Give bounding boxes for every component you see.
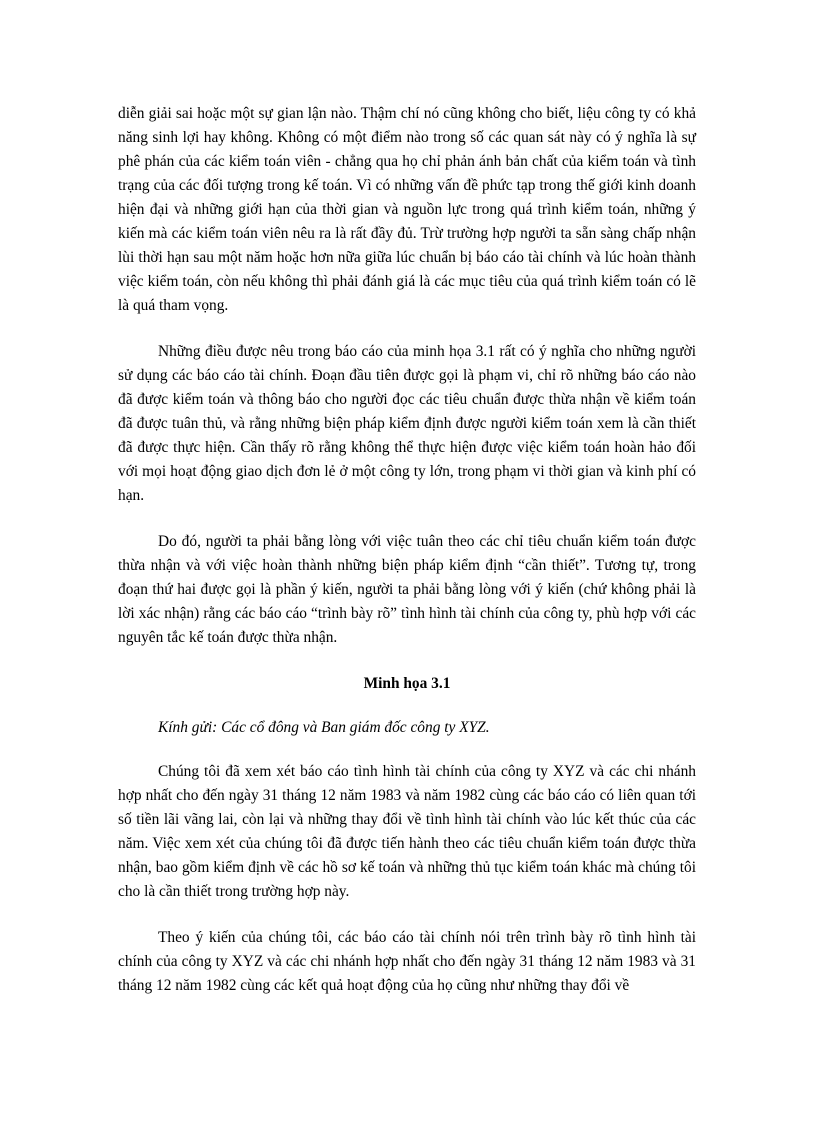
exhibit-paragraph-2: Theo ý kiến của chúng tôi, các báo cáo tài chính nói trên trình bày rõ tình hình tài chính của công ty XYZ và các chi nhánh hợp nhất cho đến ngày 31 tháng 12 năm 1983 và 31 tháng 12 năm 1982 cùng các kết quả hoạt động của họ cũng như những thay đổi về bbox=[118, 929, 696, 994]
body-paragraph-1: diễn giải sai hoặc một sự gian lận nào. Thậm chí nó cũng không cho biết, liệu công ty có khả năng sinh lợi hay không. Không có một điểm nào trong số các quan sát này có ý nghĩa là sự phê phán của các kiểm toán viên - chẳng qua họ chỉ phản ánh bản chất của kiểm toán và tình trạng của các đối tượng trong kế toán. Vì có những vấn đề phức tạp trong thế giới kinh doanh hiện đại và những giới hạn của thời gian và nguồn lực trong quá trình kiểm toán, những ý kiến mà các kiểm toán viên nêu ra là rất đầy đủ. Trừ trường hợp người ta sẵn sàng chấp nhận lùi thời hạn sau một năm hoặc hơn nữa giữa lúc chuẩn bị báo cáo tài chính và lúc hoàn thành việc kiểm toán, còn nếu không thì phải đánh giá là các mục tiêu của quá trình kiểm toán có lẽ là quá tham vọng. bbox=[118, 105, 696, 314]
body-paragraph-3: Do đó, người ta phải bằng lòng với việc tuân theo các chỉ tiêu chuẩn kiểm toán được thừa nhận và với việc hoàn thành những biện pháp kiểm định “cần thiết”. Tương tự, trong đoạn thứ hai được gọi là phần ý kiến, người ta phải bằng lòng với ý kiến (chứ không phải là lời xác nhận) rằng các báo cáo “trình bày rõ” tình hình tài chính của công ty, phù hợp với các nguyên tắc kế toán được thừa nhận. bbox=[118, 533, 696, 646]
document-page bbox=[118, 102, 696, 998]
exhibit-paragraph-1: Chúng tôi đã xem xét báo cáo tình hình tài chính của công ty XYZ và các chi nhánh hợp nhất cho đến ngày 31 tháng 12 năm 1983 và năm 1982 cùng các báo cáo có liên quan tới số tiền lãi vãng lai, còn lại và những thay đổi về tình hình tài chính vào lúc kết thúc của các năm. Việc xem xét của chúng tôi đã được tiến hành theo các tiêu chuẩn kiểm toán được thừa nhận, bao gồm kiểm định về các hồ sơ kế toán và những thủ tục kiểm toán khác mà chúng tôi cho là cần thiết trong trường hợp này. bbox=[118, 763, 696, 900]
body-paragraph-2: Những điều được nêu trong báo cáo của minh họa 3.1 rất có ý nghĩa cho những người sử dụng các báo cáo tài chính. Đoạn đầu tiên được gọi là phạm vi, chỉ rõ những báo cáo nào đã được kiểm toán và thông báo cho người đọc các tiêu chuẩn được thừa nhận về kiểm toán đã được tuân thủ, và rằng những biện pháp kiểm định được người kiểm toán xem là cần thiết đã được thực hiện. Cần thấy rõ rằng không thể thực hiện được việc kiểm toán hoàn hảo đối với mọi hoạt động giao dịch đơn lẻ ở một công ty lớn, trong phạm vi thời gian và kinh phí có hạn. bbox=[118, 343, 696, 504]
exhibit-title: Minh họa 3.1 bbox=[363, 675, 451, 692]
exhibit-salutation: Kính gửi: Các cổ đông và Ban giám đốc công ty XYZ. bbox=[158, 719, 490, 736]
